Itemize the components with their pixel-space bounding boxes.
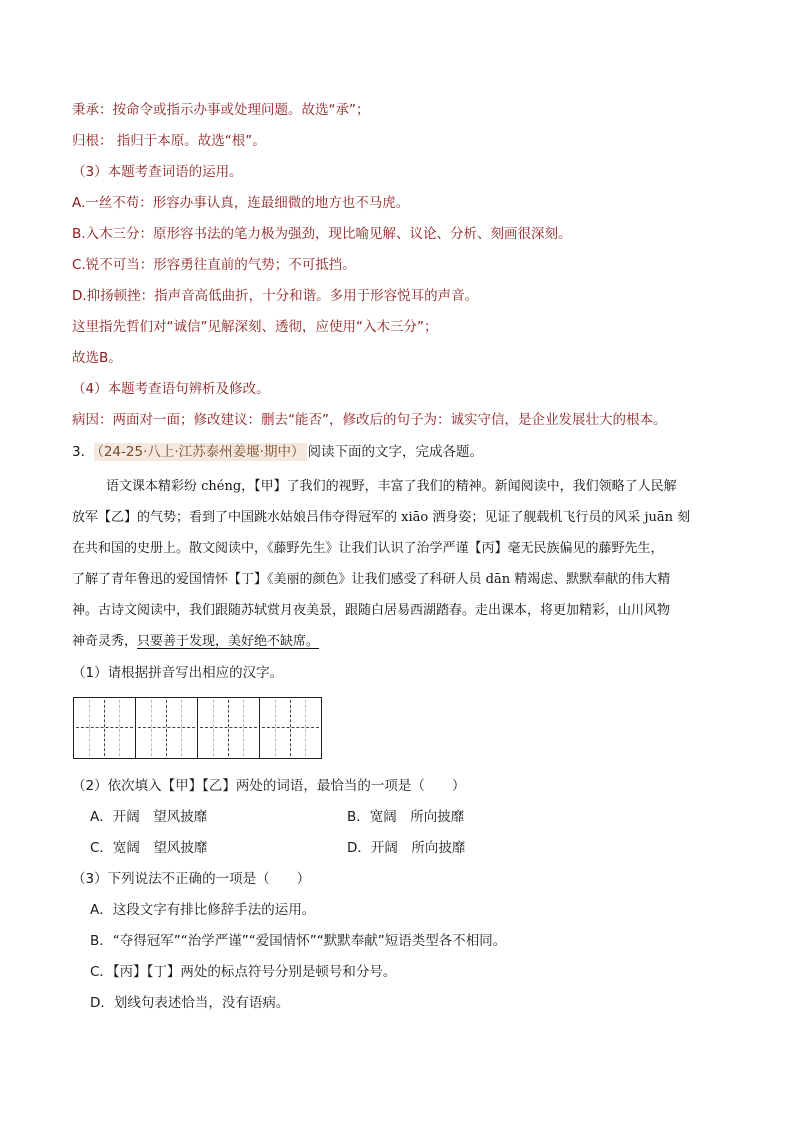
- sub3-option-c[interactable]: C．【丙】【丁】两处的标点符号分别是顿号和分号。: [90, 964, 397, 980]
- passage-line-2: 放军【乙】的气势；看到了中国跳水姑娘吕伟夺得冠军的 xiāo 洒身姿；见证了舰载机飞行员的风采 juān 刻: [72, 510, 691, 525]
- answer-line-option-c: C.锐不可当：形容勇往直前的气势；不可抵挡。: [72, 257, 356, 273]
- answer-line-explanation: 这里指先哲们对“诚信”见解深刻、透彻，应使用“入木三分”；: [72, 319, 438, 335]
- subquestion-1: （1）请根据拼音写出相应的汉字。: [72, 665, 284, 681]
- sub2-option-c[interactable]: C．宽阔 望风披靡: [90, 840, 208, 856]
- sub3-option-a[interactable]: A．这段文字有排比修辞手法的运用。: [90, 902, 316, 918]
- sub3-option-b[interactable]: B．“夺得冠军”“治学严谨”“爱国情怀”“默默奉献”短语类型各不相同。: [90, 933, 507, 949]
- answer-line-q3-heading: （3）本题考查词语的运用。: [72, 164, 243, 180]
- underlined-sentence: 只要善于发现，美好绝不缺席。: [137, 634, 320, 649]
- sub2-option-b[interactable]: B．宽阔 所向披靡: [347, 809, 465, 825]
- answer-box-2[interactable]: [136, 698, 198, 758]
- passage-line-6: [72, 632, 732, 652]
- question-instruction: 阅读下面的文字，完成各题。: [307, 444, 483, 460]
- answer-box-1[interactable]: [74, 698, 136, 758]
- answer-line-q4-heading: （4）本题考查语句辨析及修改。: [72, 381, 270, 397]
- answer-box-3[interactable]: [198, 698, 260, 758]
- answer-line-option-d: D.抑扬顿挫：指声音高低曲折，十分和谐。多用于形容悦耳的声音。: [72, 288, 479, 304]
- answer-line-bingcheng: 秉承：按命令或指示办事或处理问题。故选“承”；: [72, 102, 370, 118]
- answer-line-guigen: 归根： 指归于本原。故选“根”。: [72, 133, 266, 149]
- answer-line-choice: 故选B。: [72, 350, 122, 366]
- question-3-header: [72, 442, 483, 462]
- passage-line-4: 了解了青年鲁迅的爱国情怀【丁】《美丽的颜色》让我们感受了科研人员 dān 精竭虑、默默奉献的伟大精: [72, 572, 671, 587]
- passage-line-1: 语文课本精彩纷 chéng，【甲】了我们的视野，丰富了我们的精神。新闻阅读中，我们领略了人民解: [106, 479, 677, 494]
- answer-line-option-b: B.入木三分：原形容书法的笔力极为强劲，现比喻见解、议论、分析、刻画很深刻。: [72, 226, 572, 242]
- answer-line-option-a: A.一丝不苟：形容办事认真，连最细微的地方也不马虎。: [72, 195, 410, 211]
- passage-line-3: 在共和国的史册上。散文阅读中，《藤野先生》让我们认识了治学严谨【丙】毫无民族偏见的藤野先生，: [72, 541, 664, 556]
- question-number: 3．: [72, 444, 95, 460]
- source-tag: （24-25·八上·江苏泰州姜堰·期中）: [94, 443, 307, 461]
- sub2-option-d[interactable]: D．开阔 所向披靡: [347, 840, 466, 856]
- subquestion-3: （3）下列说法不正确的一项是（ ）: [72, 871, 311, 887]
- answer-box-4[interactable]: [260, 698, 321, 758]
- answer-line-q4-fix: 病因：两面对一面；修改建议：删去“能否”，修改后的句子为：诚实守信，是企业发展壮大的根本。: [72, 412, 667, 428]
- answer-grid: [73, 697, 322, 759]
- sub3-option-d[interactable]: D．划线句表述恰当，没有语病。: [90, 995, 290, 1011]
- sub2-option-a[interactable]: A．开阔 望风披靡: [90, 809, 208, 825]
- passage-last-plain: 神奇灵秀，: [72, 634, 138, 649]
- passage-line-5: 神。古诗文阅读中，我们跟随苏轼赏月夜美景，跟随白居易西湖踏春。走出课本，将更加精彩，山川风物: [72, 603, 671, 618]
- subquestion-2: （2）依次填入【甲】【乙】两处的词语，最恰当的一项是（ ）: [72, 778, 466, 794]
